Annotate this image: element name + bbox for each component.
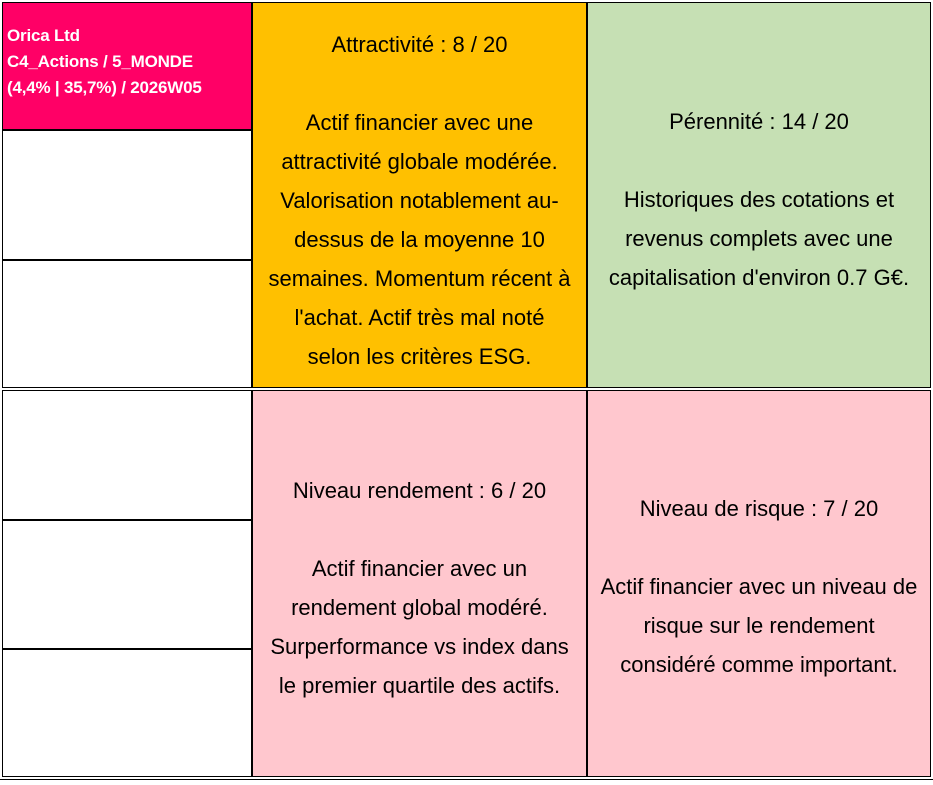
attractiveness-score: Attractivité : 8 / 20: [331, 32, 508, 57]
asset-period: (4,4% | 35,7%) / 2026W05: [7, 78, 202, 97]
empty-cell: [2, 390, 252, 520]
empty-cell: [2, 649, 252, 777]
risk-score: Niveau de risque : 7 / 20: [639, 496, 879, 521]
risk-panel: [587, 390, 931, 777]
sustainability-panel: [587, 2, 931, 388]
asset-category: C4_Actions / 5_MONDE: [7, 52, 193, 71]
yield-score: Niveau rendement : 6 / 20: [292, 478, 547, 503]
asset-header: [2, 2, 252, 130]
risk-description: Actif financier avec un niveau de risque sur le rendement considéré comme important.: [600, 574, 918, 677]
empty-cell: [2, 260, 252, 388]
yield-panel: [252, 390, 587, 777]
bottom-divider: [0, 779, 933, 780]
attractiveness-description: Actif financier avec une attractivité globale modérée. Valorisation notablement au- dessus de la moyenne 10 semaines. Momentum récent à l'achat. Actif très mal noté selon les critères ESG.: [268, 110, 571, 369]
asset-name: Orica Ltd: [7, 26, 80, 45]
yield-description: Actif financier avec un rendement global modéré. Surperformance vs index dans le premier quartile des actifs.: [270, 556, 569, 698]
attractiveness-panel: [252, 2, 587, 388]
empty-cell: [2, 520, 252, 649]
sustainability-description: Historiques des cotations et revenus complets avec une capitalisation d'environ 0.7 G€.: [608, 187, 910, 290]
empty-cell: [2, 130, 252, 260]
sustainability-score: Pérennité : 14 / 20: [669, 109, 849, 134]
